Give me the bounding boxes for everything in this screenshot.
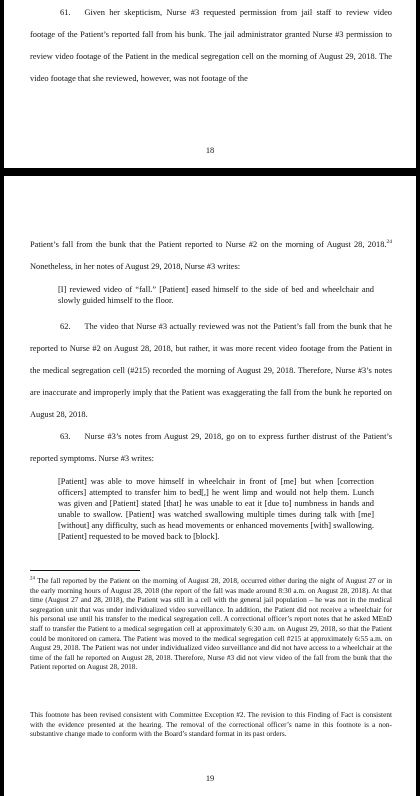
paragraph-62 xyxy=(30,316,392,426)
page-number: 18 xyxy=(205,146,215,155)
revision-note: This footnote has been revised consistent with Committee Exception #2. The revision to this Finding of Fact is consistent with the evidence presented at the hearing. The removal of the correctional officer’s name in this footnote is a non-substantive change made to conform with the Board’s standard format in its past orders. xyxy=(30,710,392,739)
footnote-divider xyxy=(30,570,140,571)
paragraph-61 xyxy=(30,2,392,90)
footnote-text: The fall reported by the Patient on the morning of August 28, 2018, occurred either during the night of August 27 or in the early morning hours of August 28, 2018 (the report of the fall was made around 8:30 a.m. on August 28, 2018). At that time (August 27 and 28, 2018), the Patient was still in a cell with the general jail population – he was not in the medical segregation unit that was under individualized video surveillance. In addition, the Patient did not receive a wheelchair for his personal use until his transfer to the medical segregation cell. A correctional officer’s report notes that he asked MEnD staff to transfer the Patient to a medical segregation cell at approximately 6:30 a.m. on August 29, 2018, so that the Patient could be monitored on camera. The Patient was moved to the medical segregation cell #215 at approximately 6:55 a.m. on August 29, 2018. The Patient was not under individualized video surveillance and did not have access to a wheelchair at the time of the fall he reported on August 28, 2018. Therefore, Nurse #3 did not view video of the fall from the bunk that the Patient reported on August 28, 2018. xyxy=(30,576,392,672)
continued-text-tail: Nonetheless, in her notes of August 29, 2018, Nurse #3 writes: xyxy=(30,262,241,271)
block-quote-2: [Patient] was able to move himself in wheelchair in front of [me] but when [correction officers] attempted to transfer him to bed[,] he went limp and would not help them. Lunch was given and [Patient] stated [that] he was unable to eat it [due to] numbness in hands and unable to swallow. [Patient] was watched swallowing multiple times during talk with [me] [without] any difficulty, such as head movements or enhanced movements [with] swallowing. [Patient] requested to be moved back to [block]. xyxy=(58,477,374,541)
paragraph-63 xyxy=(30,426,392,470)
footnote-reference: 24 xyxy=(386,239,392,246)
paragraph-number: 62. xyxy=(60,322,71,331)
paragraph-text: Nurse #3’s notes from August 29, 2018, go on to express further distrust of the Patient’s reported symptoms. Nurse #3 writes: xyxy=(30,432,392,463)
continued-paragraph xyxy=(30,234,392,278)
paragraph-number: 61. xyxy=(60,8,71,17)
paragraph-number: 63. xyxy=(60,432,71,441)
block-quote-1: [I] reviewed video of “fall.” [Patient] eased himself to the side of bed and wheelchair and slowly guided himself to the floor. xyxy=(58,285,374,305)
paragraph-text: Given her skepticism, Nurse #3 requested permission from jail staff to review video footage of the Patient’s reported fall from his bunk. The jail administrator granted Nurse #3 permission to review video footage of the Patient in the medical segregation cell on the morning of August 29, 2018. The video footage that she reviewed, however, was not footage of the xyxy=(30,8,392,83)
paragraph-text: The video that Nurse #3 actually reviewed was not the Patient’s fall from the bunk that he reported to Nurse #2 on August 28, 2018, but rather, it was more recent video footage from the Patient in the medical segregation cell (#215) recorded the morning of August 29, 2018. Therefore, Nurse #3’s notes are inaccurate and improperly imply that the Patient was exaggerating the fall from the bunk he reported on August 28, 2018. xyxy=(30,322,392,419)
continued-text: Patient’s fall from the bunk that the Patient reported to Nurse #2 on the morning of August 28, 2018. xyxy=(30,240,387,249)
page-number: 19 xyxy=(205,774,215,783)
footnote-24 xyxy=(30,576,392,672)
page-19 xyxy=(4,176,416,796)
page-18 xyxy=(4,0,416,168)
footnote-mark: 24 xyxy=(30,576,35,582)
